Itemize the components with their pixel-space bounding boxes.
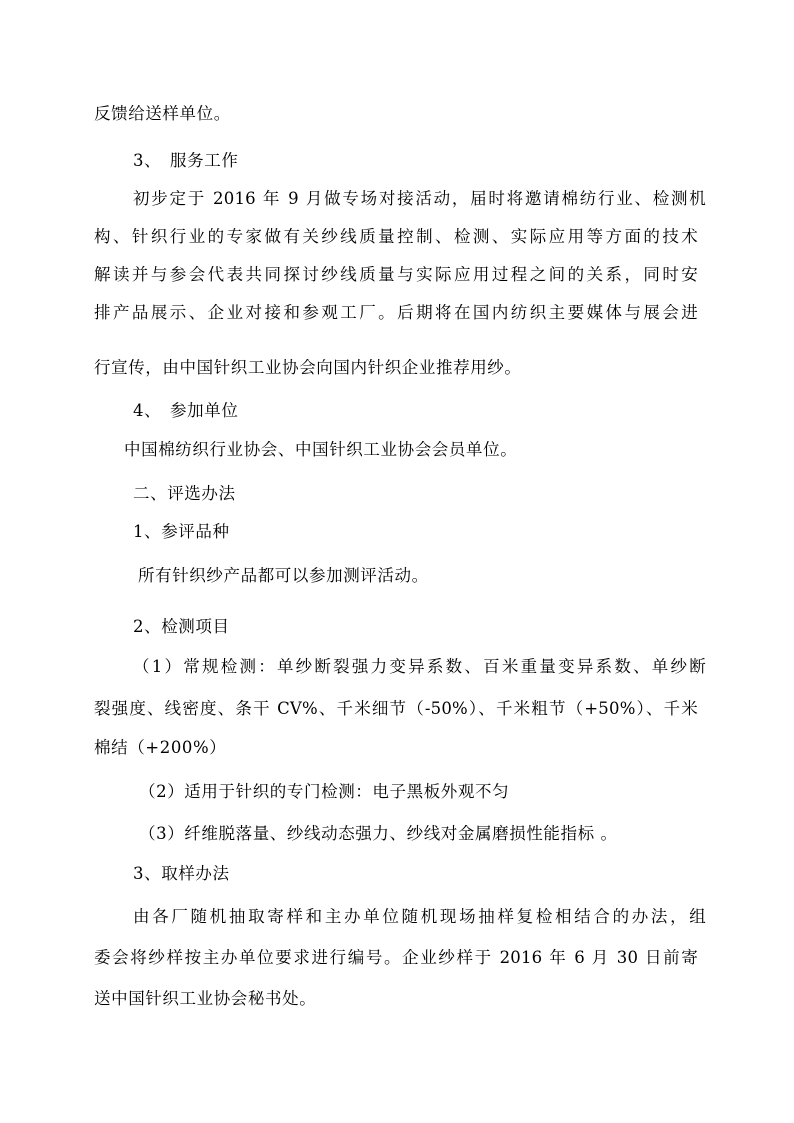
paragraph-line: 初步定于 2016 年 9 月做专场对接活动，届时将邀请棉纺行业、检测机 xyxy=(133,189,706,208)
paragraph-line: 送中国针织工业协会秘书处。 xyxy=(94,989,317,1008)
paragraph-line: 反馈给送样单位。 xyxy=(94,104,231,123)
paragraph-line: 中国棉纺织行业协会、中国针织工业协会会员单位。 xyxy=(124,440,518,459)
section-heading-evaluation-method: 二、评选办法 xyxy=(133,484,236,503)
paragraph-line: 解读并与参会代表共同探讨纱线质量与实际应用过程之间的关系，同时安 xyxy=(94,265,698,284)
subheading-sampling-method: 3、取样办法 xyxy=(133,864,230,883)
paragraph-line: 构、针织行业的专家做有关纱线质量控制、检测、实际应用等方面的技术 xyxy=(94,227,698,246)
paragraph-line: （3）纤维脱落量、纱线动态强力、纱线对金属磨损性能指标 。 xyxy=(139,824,618,843)
paragraph-line: 行宣传，由中国针织工业协会向国内针织企业推荐用纱。 xyxy=(94,358,522,377)
paragraph-line: （1）常规检测：单纱断裂强力变异系数、百米重量变异系数、单纱断 xyxy=(133,657,706,676)
paragraph-line: （2）适用于针织的专门检测：电子黑板外观不匀 xyxy=(139,782,510,801)
paragraph-line: 排产品展示、企业对接和参观工厂。后期将在国内纺织主要媒体与展会进 xyxy=(94,303,698,322)
paragraph-line: 所有针织纱产品都可以参加测评活动。 xyxy=(138,566,429,585)
paragraph-line: 棉结（+200%） xyxy=(94,738,227,757)
subheading-varieties: 1、参评品种 xyxy=(133,522,230,541)
paragraph-line: 由各厂随机抽取寄样和主办单位随机现场抽样复检相结合的办法，组 xyxy=(133,907,706,926)
paragraph-line: 裂强度、线密度、条干 CV%、千米细节（-50%）、千米粗节（+50%）、千米 xyxy=(94,699,698,718)
section-heading-service-work: 3、 服务工作 xyxy=(133,151,239,170)
section-heading-participants: 4、 参加单位 xyxy=(133,401,239,420)
paragraph-line: 委会将纱样按主办单位要求进行编号。企业纱样于 2016 年 6 月 30 日前寄 xyxy=(94,948,698,967)
subheading-test-items: 2、检测项目 xyxy=(133,617,230,636)
